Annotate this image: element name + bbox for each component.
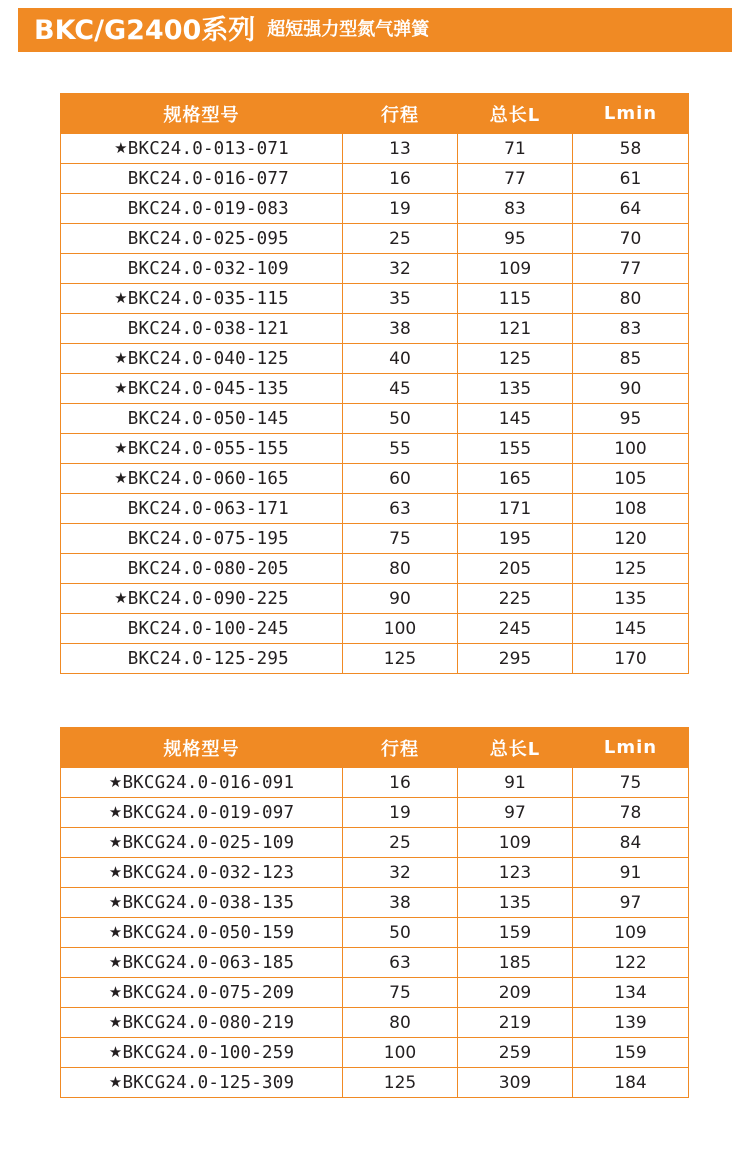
model-text: BKC24.0-063-171 (127, 498, 289, 519)
table-row (61, 164, 689, 194)
cell-stroke: 63 (343, 494, 458, 524)
cell-stroke: 16 (343, 164, 458, 194)
cell-lmin: 58 (573, 134, 689, 164)
model-text: BKCG24.0-063-185 (122, 952, 295, 973)
cell-model (61, 584, 343, 614)
table-row (61, 614, 689, 644)
table-row (61, 224, 689, 254)
cell-model (61, 284, 343, 314)
model-text: BKC24.0-035-115 (127, 288, 289, 309)
cell-lmin: 184 (573, 1068, 689, 1098)
cell-model (61, 464, 343, 494)
cell-model (61, 798, 343, 828)
model-text: BKC24.0-013-071 (127, 138, 289, 159)
cell-stroke: 50 (343, 918, 458, 948)
cell-stroke: 32 (343, 254, 458, 284)
cell-model (61, 404, 343, 434)
star-icon: ★ (108, 1072, 123, 1091)
cell-stroke: 100 (343, 614, 458, 644)
table-row (61, 134, 689, 164)
cell-stroke: 35 (343, 284, 458, 314)
cell-model (61, 314, 343, 344)
cell-lmin: 135 (573, 584, 689, 614)
table-row (61, 434, 689, 464)
cell-total-length: 109 (458, 254, 573, 284)
star-icon: ★ (114, 438, 128, 457)
table-header-row (61, 728, 689, 768)
model-text: BKCG24.0-019-097 (122, 802, 295, 823)
star-icon: ★ (108, 1042, 123, 1061)
cell-model (61, 948, 343, 978)
star-icon: ★ (108, 832, 123, 851)
cell-stroke: 32 (343, 858, 458, 888)
cell-stroke: 38 (343, 314, 458, 344)
table-row (61, 978, 689, 1008)
spec-table-bkc (60, 93, 689, 674)
cell-total-length: 225 (458, 584, 573, 614)
star-icon: ★ (108, 802, 123, 821)
cell-total-length: 159 (458, 918, 573, 948)
cell-model (61, 224, 343, 254)
cell-model (61, 164, 343, 194)
column-header-total-length: 总长L (458, 728, 573, 768)
model-text: BKCG24.0-032-123 (122, 862, 295, 883)
table-row (61, 404, 689, 434)
cell-model (61, 524, 343, 554)
model-text: BKC24.0-045-135 (127, 378, 289, 399)
cell-stroke: 63 (343, 948, 458, 978)
column-header-stroke: 行程 (343, 728, 458, 768)
table-row (61, 644, 689, 674)
cell-model (61, 194, 343, 224)
cell-total-length: 135 (458, 888, 573, 918)
cell-lmin: 159 (573, 1038, 689, 1068)
cell-total-length: 295 (458, 644, 573, 674)
cell-stroke: 100 (343, 1038, 458, 1068)
cell-stroke: 16 (343, 768, 458, 798)
cell-total-length: 115 (458, 284, 573, 314)
model-text: BKC24.0-019-083 (127, 198, 289, 219)
model-text: BKC24.0-080-205 (127, 558, 289, 579)
cell-total-length: 195 (458, 524, 573, 554)
cell-lmin: 64 (573, 194, 689, 224)
cell-lmin: 61 (573, 164, 689, 194)
cell-model (61, 1068, 343, 1098)
cell-lmin: 134 (573, 978, 689, 1008)
star-icon: ★ (114, 588, 128, 607)
model-text: BKCG24.0-075-209 (122, 982, 295, 1003)
model-text: BKCG24.0-016-091 (122, 772, 295, 793)
cell-lmin: 90 (573, 374, 689, 404)
table-row (61, 858, 689, 888)
column-header-model: 规格型号 (61, 94, 343, 134)
model-text: BKC24.0-100-245 (127, 618, 289, 639)
table-row (61, 314, 689, 344)
cell-model (61, 1038, 343, 1068)
model-text: BKCG24.0-038-135 (122, 892, 295, 913)
cell-model (61, 254, 343, 284)
model-text: BKC24.0-055-155 (127, 438, 289, 459)
cell-total-length: 171 (458, 494, 573, 524)
cell-total-length: 83 (458, 194, 573, 224)
cell-lmin: 91 (573, 858, 689, 888)
table-row (61, 948, 689, 978)
cell-lmin: 170 (573, 644, 689, 674)
page-subtitle: 超短强力型氮气弹簧 (267, 19, 430, 40)
column-header-total-length: 总长L (458, 94, 573, 134)
cell-lmin: 109 (573, 918, 689, 948)
star-icon: ★ (108, 862, 123, 881)
spec-table-bkc-container (60, 93, 688, 674)
cell-stroke: 19 (343, 798, 458, 828)
cell-lmin: 120 (573, 524, 689, 554)
cell-stroke: 25 (343, 828, 458, 858)
cell-total-length: 77 (458, 164, 573, 194)
table-row (61, 828, 689, 858)
cell-stroke: 19 (343, 194, 458, 224)
cell-model (61, 374, 343, 404)
model-text: BKC24.0-050-145 (127, 408, 289, 429)
model-text: BKCG24.0-125-309 (122, 1072, 295, 1093)
cell-stroke: 75 (343, 524, 458, 554)
column-header-model: 规格型号 (61, 728, 343, 768)
cell-stroke: 80 (343, 1008, 458, 1038)
star-icon: ★ (108, 922, 123, 941)
cell-total-length: 125 (458, 344, 573, 374)
cell-total-length: 109 (458, 828, 573, 858)
cell-lmin: 145 (573, 614, 689, 644)
cell-total-length: 135 (458, 374, 573, 404)
star-icon: ★ (108, 982, 123, 1001)
cell-total-length: 71 (458, 134, 573, 164)
cell-model (61, 918, 343, 948)
cell-total-length: 97 (458, 798, 573, 828)
cell-stroke: 55 (343, 434, 458, 464)
cell-stroke: 90 (343, 584, 458, 614)
table-row (61, 1038, 689, 1068)
column-header-lmin: Lmin (573, 94, 689, 134)
model-text: BKCG24.0-100-259 (122, 1042, 295, 1063)
cell-lmin: 108 (573, 494, 689, 524)
model-text: BKCG24.0-050-159 (122, 922, 295, 943)
cell-model (61, 494, 343, 524)
cell-stroke: 40 (343, 344, 458, 374)
cell-lmin: 139 (573, 1008, 689, 1038)
model-text: BKC24.0-060-165 (127, 468, 289, 489)
star-icon: ★ (108, 952, 123, 971)
spec-table-bkcg (60, 727, 689, 1098)
cell-total-length: 145 (458, 404, 573, 434)
cell-lmin: 80 (573, 284, 689, 314)
cell-total-length: 259 (458, 1038, 573, 1068)
star-icon: ★ (114, 348, 128, 367)
cell-stroke: 75 (343, 978, 458, 1008)
model-text: BKC24.0-040-125 (127, 348, 289, 369)
cell-lmin: 84 (573, 828, 689, 858)
cell-model (61, 768, 343, 798)
table-row (61, 194, 689, 224)
cell-model (61, 614, 343, 644)
cell-model (61, 344, 343, 374)
cell-stroke: 125 (343, 1068, 458, 1098)
table-row (61, 798, 689, 828)
table-row (61, 524, 689, 554)
cell-total-length: 209 (458, 978, 573, 1008)
star-icon: ★ (114, 468, 128, 487)
model-text: BKC24.0-075-195 (127, 528, 289, 549)
table-row (61, 344, 689, 374)
cell-lmin: 75 (573, 768, 689, 798)
cell-stroke: 13 (343, 134, 458, 164)
cell-model (61, 828, 343, 858)
table-row (61, 888, 689, 918)
cell-lmin: 125 (573, 554, 689, 584)
cell-model (61, 858, 343, 888)
star-icon: ★ (114, 288, 128, 307)
spec-table-bkcg-container (60, 727, 688, 1098)
star-icon: ★ (108, 1012, 123, 1031)
table-row (61, 284, 689, 314)
cell-stroke: 45 (343, 374, 458, 404)
cell-lmin: 78 (573, 798, 689, 828)
model-text: BKC24.0-016-077 (127, 168, 289, 189)
cell-model (61, 434, 343, 464)
model-text: BKC24.0-125-295 (127, 648, 289, 669)
cell-model (61, 554, 343, 584)
table-row (61, 494, 689, 524)
cell-model (61, 888, 343, 918)
cell-lmin: 77 (573, 254, 689, 284)
cell-total-length: 219 (458, 1008, 573, 1038)
cell-stroke: 80 (343, 554, 458, 584)
page-title: BKC/G2400系列 (34, 14, 256, 46)
star-icon: ★ (108, 772, 123, 791)
cell-total-length: 185 (458, 948, 573, 978)
cell-total-length: 309 (458, 1068, 573, 1098)
table-header-row (61, 94, 689, 134)
cell-stroke: 25 (343, 224, 458, 254)
cell-stroke: 125 (343, 644, 458, 674)
model-text: BKC24.0-032-109 (127, 258, 289, 279)
model-text: BKC24.0-090-225 (127, 588, 289, 609)
cell-total-length: 245 (458, 614, 573, 644)
star-icon: ★ (114, 378, 128, 397)
cell-model (61, 978, 343, 1008)
star-icon: ★ (114, 138, 128, 157)
model-text: BKC24.0-025-095 (127, 228, 289, 249)
table-row (61, 918, 689, 948)
cell-total-length: 123 (458, 858, 573, 888)
page-header-banner (18, 8, 732, 52)
cell-lmin: 122 (573, 948, 689, 978)
cell-lmin: 70 (573, 224, 689, 254)
table-row (61, 374, 689, 404)
star-icon: ★ (108, 892, 123, 911)
cell-lmin: 97 (573, 888, 689, 918)
table-row (61, 254, 689, 284)
column-header-stroke: 行程 (343, 94, 458, 134)
model-text: BKC24.0-038-121 (127, 318, 289, 339)
cell-lmin: 100 (573, 434, 689, 464)
cell-stroke: 50 (343, 404, 458, 434)
table-row (61, 554, 689, 584)
cell-total-length: 95 (458, 224, 573, 254)
cell-lmin: 85 (573, 344, 689, 374)
cell-model (61, 134, 343, 164)
cell-total-length: 155 (458, 434, 573, 464)
table-row (61, 464, 689, 494)
cell-model (61, 1008, 343, 1038)
cell-total-length: 205 (458, 554, 573, 584)
cell-lmin: 95 (573, 404, 689, 434)
cell-total-length: 165 (458, 464, 573, 494)
table-row (61, 1008, 689, 1038)
table-row (61, 584, 689, 614)
cell-total-length: 121 (458, 314, 573, 344)
table-row (61, 768, 689, 798)
cell-lmin: 105 (573, 464, 689, 494)
model-text: BKCG24.0-080-219 (122, 1012, 295, 1033)
column-header-lmin: Lmin (573, 728, 689, 768)
cell-model (61, 644, 343, 674)
cell-stroke: 60 (343, 464, 458, 494)
model-text: BKCG24.0-025-109 (122, 832, 295, 853)
table-row (61, 1068, 689, 1098)
cell-total-length: 91 (458, 768, 573, 798)
cell-lmin: 83 (573, 314, 689, 344)
cell-stroke: 38 (343, 888, 458, 918)
